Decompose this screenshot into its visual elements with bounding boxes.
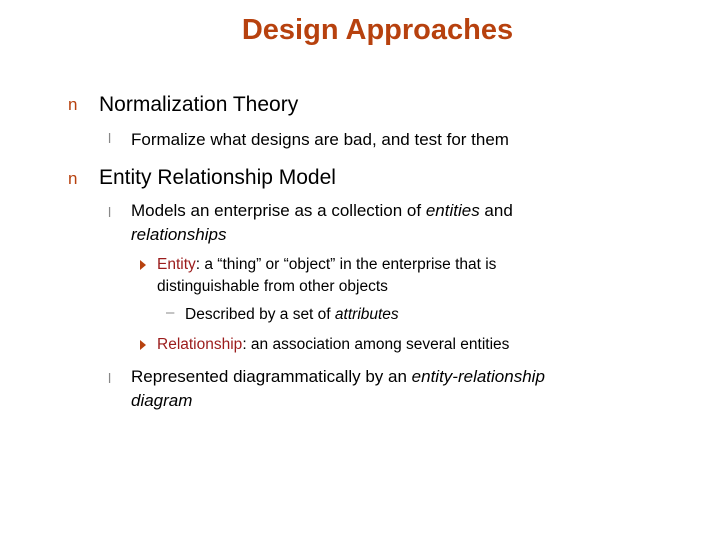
subbullet-represented — [131, 365, 545, 413]
text: : a “thing” or “object” in the enterprise that is — [195, 256, 497, 273]
emphasis-attributes: attributes — [334, 306, 399, 323]
term-entity: Entity — [157, 256, 196, 273]
level1-bullet-marker: n — [68, 169, 78, 188]
subbullet-models-enterprise — [131, 199, 513, 247]
emphasis-diagram: diagram — [131, 391, 193, 410]
text: and — [479, 201, 513, 220]
level2-bullet-marker: l — [108, 370, 112, 386]
slide-title: Design Approaches — [241, 14, 514, 46]
term-relationship: Relationship — [157, 336, 243, 353]
subbullet-formalize: Formalize what designs are bad, and test for them — [131, 130, 509, 149]
bullet-normalization-theory: Normalization Theory — [99, 93, 299, 116]
text: distinguishable from other objects — [157, 278, 388, 295]
subbullet-attributes — [185, 304, 399, 326]
level3-arrow-marker — [140, 260, 146, 270]
text: Models an enterprise as a collection of — [131, 201, 426, 220]
text: Described by a set of — [185, 306, 335, 323]
emphasis-relationships: relationships — [131, 225, 227, 244]
level2-bullet-marker: l — [108, 130, 112, 146]
subbullet-entity — [157, 254, 496, 298]
level1-bullet-marker: n — [68, 95, 78, 114]
level4-dash-marker: – — [166, 304, 175, 321]
level2-bullet-marker: l — [108, 204, 112, 220]
emphasis-entity-relationship: entity-relationship — [411, 367, 545, 386]
subbullet-relationship — [157, 334, 509, 356]
text: Represented diagrammatically by an — [131, 367, 412, 386]
level3-arrow-marker — [140, 340, 146, 350]
text: : an association among several entities — [242, 336, 510, 353]
bullet-entity-relationship-model: Entity Relationship Model — [99, 166, 336, 189]
emphasis-entities: entities — [425, 201, 480, 220]
